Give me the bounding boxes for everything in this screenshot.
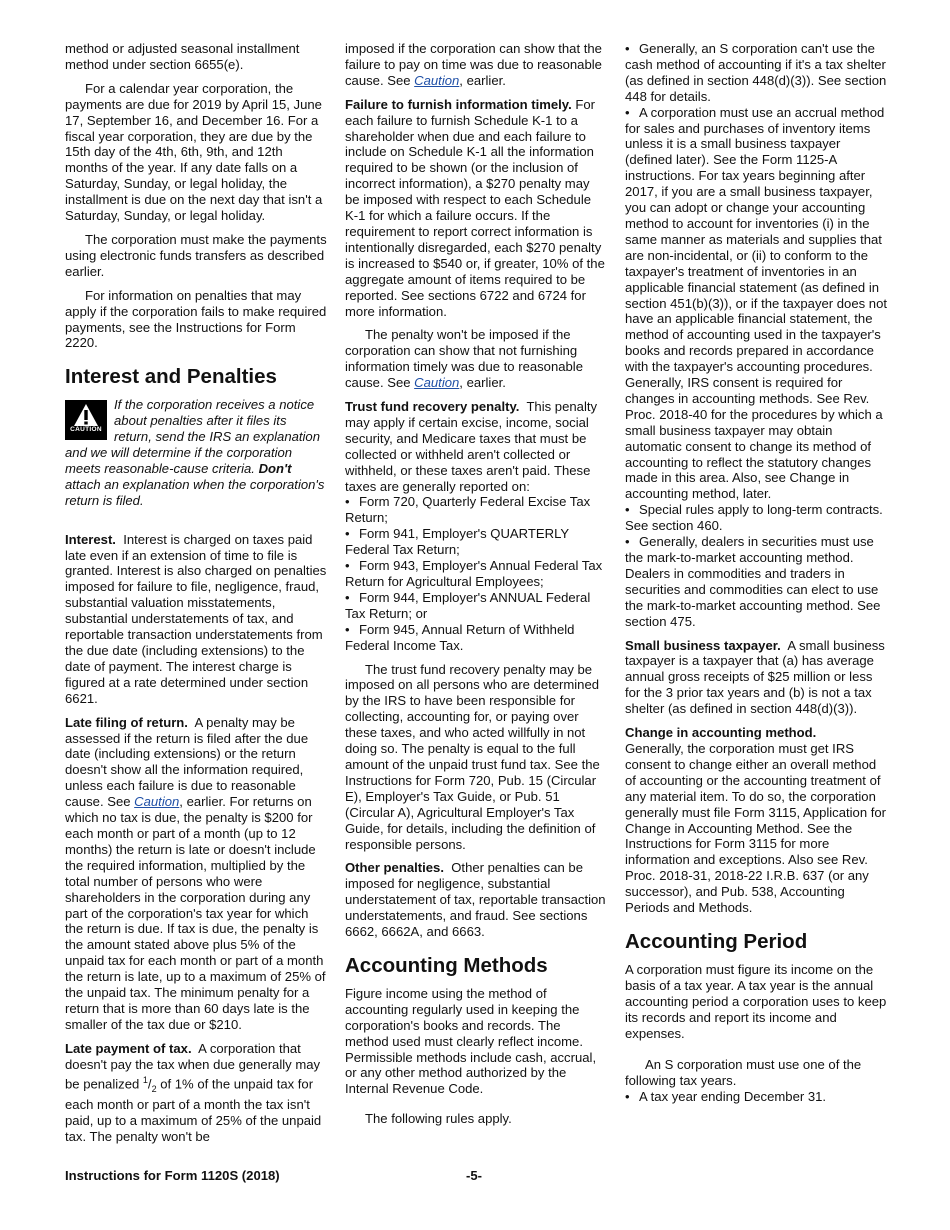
paragraph: A corporation must figure its income on the basis of a tax year. A tax year is the annual accounting period a corporation uses to keep its records and report its income and expenses. xyxy=(625,961,887,1041)
run-in-heading: Trust fund recovery penalty. xyxy=(345,399,520,415)
paragraph xyxy=(345,41,607,89)
footer-title: Instructions for Form 1120S (2018) xyxy=(65,1168,280,1183)
body-text: , earlier. xyxy=(459,375,506,391)
column-1 xyxy=(65,41,327,1145)
bullet-icon: • xyxy=(345,621,350,637)
body-text: imposed if the corporation can show that the failure to pay on time was due to reasonable cause. See xyxy=(345,41,602,88)
bullet-icon: • xyxy=(625,104,630,120)
paragraph-late-filing xyxy=(65,715,327,1033)
fraction-numerator: 1 xyxy=(142,1074,148,1085)
list-item: • Form 945, Annual Return of Withheld Federal Income Tax. xyxy=(345,621,575,653)
paragraph-trust-fund xyxy=(345,399,607,494)
run-in-heading: Change in accounting method. xyxy=(625,725,817,741)
paragraph-interest xyxy=(65,532,327,707)
list-item: • Generally, an S corporation can't use the cash method of accounting if it's a tax shelter (as defined in section 448(d)(3)). See section 448 for details. xyxy=(625,41,887,104)
paragraph: For information on penalties that may apply if the corporation fails to make required payments, see the Instructions for Form 2220. xyxy=(65,287,327,351)
paragraph-change-method xyxy=(625,725,887,916)
bullet-icon: • xyxy=(345,526,350,542)
bullet-icon: • xyxy=(625,502,630,518)
caution-text: attach an explanation when the corporation's return is filed. xyxy=(65,476,325,508)
body-text: Interest is charged on taxes paid late even if an extension of time to file is granted. Interest is also charged on penalties imposed for failure to file, negligence, fraud, substantial valuation misstatements, substantial understatements of tax, and reportable transaction understatements from the due date (including extensions) to the date of payment. The interest charge is figured at a rate determined under section 6621. xyxy=(65,531,327,706)
caution-text: If the corporation receives a notice about penalties after it files its return, send the IRS an explanation and we will determine if the corporation meets reasonable-cause criteria. xyxy=(65,397,320,476)
body-text: A corporation that doesn't pay the tax when due generally may be penalized xyxy=(65,1040,321,1091)
body-text: Other penalties can be imposed for negligence, substantial understatement of tax, reportable transaction understatements, and fraud. See sections 6662, 6662A, and 6663. xyxy=(345,860,606,940)
list-item: • Form 941, Employer's QUARTERLY Federal Tax Return; xyxy=(345,526,569,558)
body-text: , earlier. xyxy=(459,72,506,88)
paragraph: The following rules apply. xyxy=(365,1111,512,1127)
paragraph: The trust fund recovery penalty may be imposed on all persons who are determined by the IRS to have been responsible for collecting, accounting for, or paying over these taxes, and who acted willfully in not doing so. The penalty is equal to the full amount of the unpaid trust fund tax. See the Instructions for Form 720, Pub. 15 (Circular E), Employer's Tax Guide, or Pub. 51 (Circular A), Agricultural Employer's Tax Guide, for details, including the definition of responsible persons. xyxy=(345,661,600,852)
body-text: This penalty may apply if certain excise, income, social security, and Medicare taxes that must be collected or withheld aren't collected or withheld, or these taxes aren't paid. These taxes are generally reported on: xyxy=(345,399,598,494)
column-3 xyxy=(625,41,887,1113)
paragraph-other-penalties xyxy=(345,860,607,940)
body-text: For each failure to furnish Schedule K-1 to a shareholder when due and each failure to include on Schedule K-1 all the information required to be shown (or the inclusion of incorrect information), a $270 penalty may be imposed with respect to each Schedule K-1 for which a failure occurs. If the requirement to report correct information is intentionally disregarded, each $270 penalty is increased to $540 or, if greater, 10% of the aggregate amount of items required to be reported. See sections 6722 and 6724 for more information. xyxy=(345,96,605,319)
list-item: • A tax year ending December 31. xyxy=(625,1089,827,1105)
body-text: A penalty may be assessed if the return is filed after the due date (including extensions) or the return doesn't show all the information required, unless each failure is due to reasonable cause. See xyxy=(65,714,309,810)
list-item: • Generally, dealers in securities must use the mark-to-market accounting method. Dealers in commodities and traders in securities and commodities can elect to use the mark-to-market accounting method. See section 475. xyxy=(625,534,881,629)
paragraph xyxy=(345,327,607,391)
bullet-icon: • xyxy=(345,558,350,574)
run-in-heading: Late filing of return. xyxy=(65,714,188,730)
section-heading-accounting-methods: Accounting Methods xyxy=(345,953,548,977)
list-item: • Form 943, Employer's Annual Federal Tax Return for Agricultural Employees; xyxy=(345,558,603,589)
page-number: -5- xyxy=(466,1168,483,1183)
accounting-rules-list xyxy=(625,41,887,630)
bullet-icon: • xyxy=(625,534,630,550)
list-item: • A corporation must use an accrual method for sales and purchases of inventory items unless it is a small business taxpayer (defined later). See the Form 1125-A instructions. For tax years beginning after 2017, if you are a small business taxpayer, you can adopt or change your accounting method to account for inventories (i) in the same manner as materials and supplies that are non-incidental, or (ii) to conform to the taxpayer's treatment of inventories in an applicable financial statement (as defined in section 451(b)(3)), or if the taxpayer does not have an applicable financial statement, the method of accounting used in the taxpayer's books and records prepared in accordance with the taxpayer's accounting procedures. Generally, IRS consent is required for changes in accounting methods. See Rev. Proc. 2018-40 for the procedures by which a small business taxpayer may obtain automatic consent to change its method of accounting to reflect the statutory changes made in this area. Also, see Change in accounting method, later. xyxy=(625,104,888,502)
list-item: • Form 944, Employer's ANNUAL Federal Tax Return; or xyxy=(345,589,591,621)
body-text: A small business taxpayer is a taxpayer that (a) has average annual gross receipts of $25 million or less for the 3 prior tax years and (b) is not a tax shelter (as defined in section 448(d)(3)). xyxy=(625,637,885,717)
bullet-icon: • xyxy=(345,494,350,510)
caution-bold: Don't xyxy=(258,460,292,476)
forms-list xyxy=(345,494,607,653)
bullet-icon: • xyxy=(625,1089,630,1105)
bullet-icon: • xyxy=(345,589,350,605)
run-in-heading: Interest. xyxy=(65,531,116,547)
caution-link[interactable]: Caution xyxy=(414,72,460,88)
column-2 xyxy=(345,41,607,1127)
body-text: Generally, the corporation must get IRS consent to change either an overall method of accounting or the accounting treatment of any material item. To do so, the corporation generally must file Form 3115, Application for Change in Accounting Method. See the Instructions for Form 3115 for more information and exceptions. Also see Rev. Proc. 2018-31, 2018-22 I.R.B. 637 (or any successor), and Pub. 538, Accounting Periods and Methods. xyxy=(625,740,887,916)
run-in-heading: Other penalties. xyxy=(345,860,444,876)
list-item: • Form 720, Quarterly Federal Excise Tax Return; xyxy=(345,494,591,526)
run-in-heading: Small business taxpayer. xyxy=(625,637,781,653)
body-text: The penalty won't be imposed if the corporation can show that not furnishing information timely was due to reasonable cause. See xyxy=(345,327,583,391)
caution-link[interactable]: Caution xyxy=(134,794,180,810)
caution-note xyxy=(65,397,327,508)
paragraph: For a calendar year corporation, the payments are due for 2019 by April 15, June 17, September 16, and December 16. For a fiscal year corporation, they are due by the 15th day of the 4th, 6th, 9th, and 12th months of the year. If any date falls on a Saturday, Sunday, or legal holiday, the installment is due on the next day that isn't a Saturday, Sunday, or legal holiday. xyxy=(65,80,323,224)
run-in-heading: Failure to furnish information timely. xyxy=(345,96,572,112)
body-text: of 1% of the unpaid tax for each month or part of a month the tax isn't paid, up to a maximum of 25% of the unpaid tax. The penalty won't be xyxy=(65,1075,322,1145)
paragraph-small-business xyxy=(625,638,887,718)
caution-link[interactable]: Caution xyxy=(414,375,460,391)
paragraph: Figure income using the method of accounting regularly used in keeping the corporation's books and records. The method used must clearly reflect income. Permissible methods include cash, accrual, or any other method authorized by the Internal Revenue Code. xyxy=(345,985,597,1097)
section-heading-accounting-period: Accounting Period xyxy=(625,929,808,953)
fraction-denominator: 2 xyxy=(151,1083,157,1094)
section-heading-interest-penalties: Interest and Penalties xyxy=(65,365,277,389)
caution-label: CAUTION xyxy=(70,426,102,434)
paragraph: The corporation must make the payments using electronic funds transfers as described earlier. xyxy=(65,231,327,279)
bullet-icon: • xyxy=(625,41,630,56)
list-item: • Special rules apply to long-term contracts. See section 460. xyxy=(625,502,883,534)
run-in-heading: Late payment of tax. xyxy=(65,1040,192,1056)
paragraph-failure-to-furnish xyxy=(345,97,607,320)
paragraph: method or adjusted seasonal installment method under section 6655(e). xyxy=(65,41,300,72)
tax-year-list xyxy=(625,1089,887,1105)
caution-icon xyxy=(65,400,107,440)
body-text: , earlier. For returns on which no tax is due, the penalty is $200 for each month or part of a month (up to 12 months) the return is late or doesn't include the required information, multiplied by the total number of persons who were shareholders in the corporation during any part of the corporation's tax year for which the return is due. If tax is due, the penalty is the amount stated above plus 5% of the unpaid tax for each month or part of a month the return is late, up to a maximum of 25% of the unpaid tax. The minimum penalty for a return that is more than 60 days late is the smaller of the tax due or $210. xyxy=(65,794,326,1032)
paragraph-late-payment: Late payment of tax. A corporation that doesn't pay the tax when due generally may be penalized $^1/_2$ of 1% of the unpaid tax for each month or part of a month the tax isn't paid, up to a maximum of 25% of the unpaid tax. The penalty won't be xyxy=(65,1040,322,1145)
paragraph: An S corporation must use one of the following tax years. xyxy=(625,1057,862,1089)
